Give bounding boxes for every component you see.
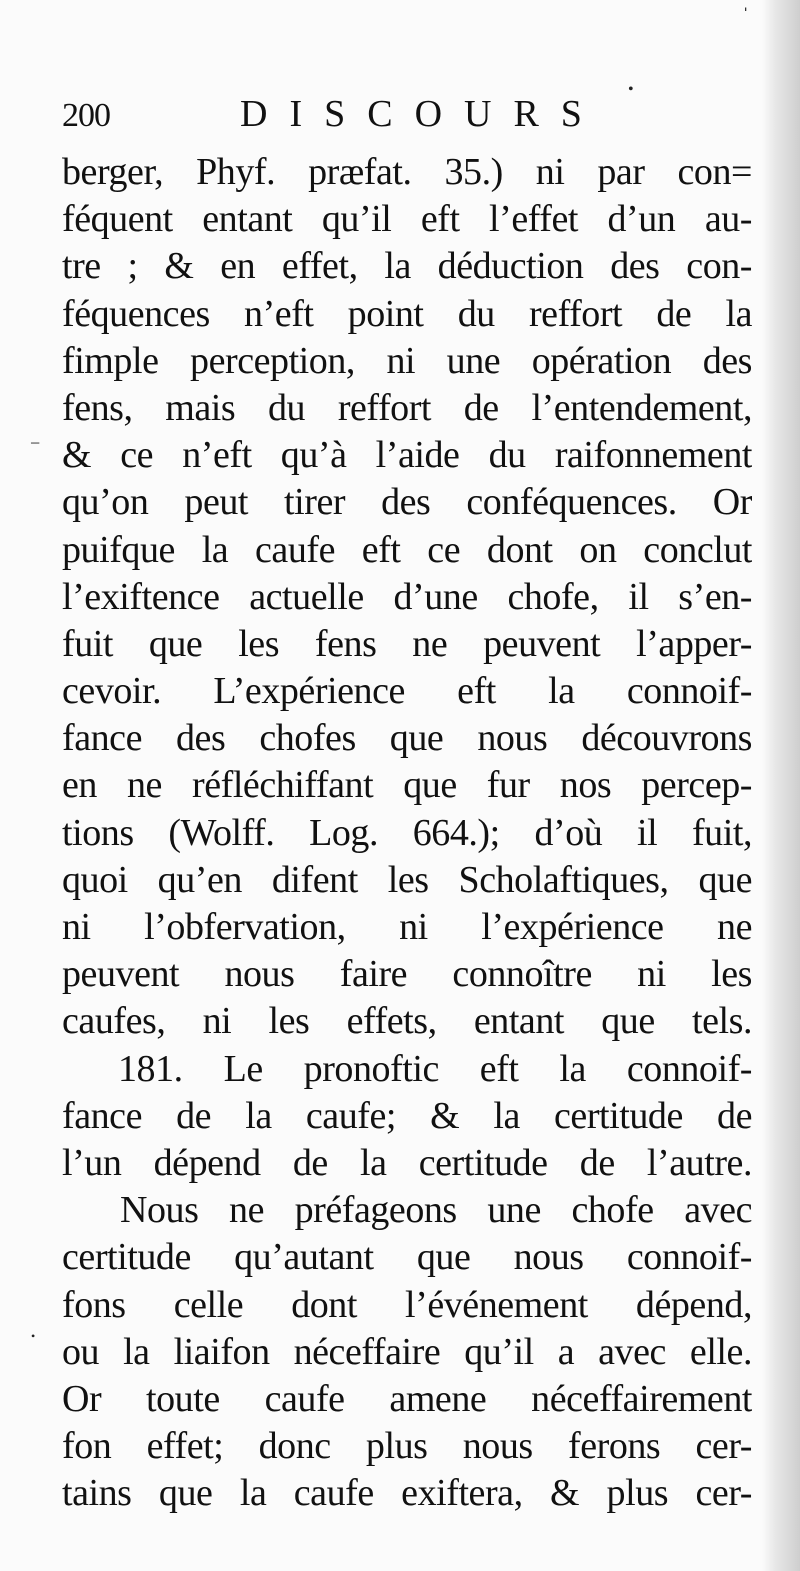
running-title: DISCOURS: [240, 93, 604, 135]
text-line: cevoir. L’expérience eft la connoif-: [62, 670, 752, 713]
text-line: berger, Phyf. præfat. 35.) ni par con=: [62, 151, 752, 193]
page-edge-shadow: [762, 0, 800, 1571]
text-line: fons celle dont l’événement dépend,: [62, 1283, 752, 1326]
text-line: fance des chofes que nous découvrons: [62, 717, 752, 760]
text-line: Or toute caufe amene néceffairement: [62, 1377, 752, 1420]
text-line: qu’on peut tirer des conféquences. Or: [62, 481, 752, 524]
text-line: peuvent nous faire connoître ni les: [62, 953, 752, 996]
running-header: [62, 95, 602, 143]
text-line: fon effet; donc plus nous ferons cer-: [62, 1425, 752, 1468]
text-line: en ne réfléchiffant que fur nos percep-: [62, 764, 752, 807]
paragraph-first-line: Nous ne préfageons une chofe avec: [120, 1189, 752, 1232]
text-line: tains que la caufe exiftera, & plus cer-: [62, 1472, 752, 1515]
text-line: puifque la caufe eft ce dont on conclut: [62, 528, 752, 571]
text-line: fimple perception, ni une opération des: [62, 339, 752, 382]
text-line: féquent entant qu’il eft l’effet d’un au-: [62, 198, 752, 241]
text-line: fuit que les fens ne peuvent l’apper-: [62, 622, 752, 665]
text-line: tions (Wolff. Log. 664.); d’où il fuit,: [62, 811, 752, 854]
text-line: l’exiftence actuelle d’une chofe, il s’en-: [62, 575, 752, 618]
text-line: fens, mais du reffort de l’entendement,: [62, 386, 752, 429]
print-speck: •: [628, 81, 634, 98]
print-speck: −: [30, 433, 41, 453]
text-line: féquences n’eft point du reffort de la: [62, 292, 752, 335]
print-speck: •: [31, 1329, 36, 1343]
section-181-line: 181. Le pronoftic eft la connoif-: [118, 1047, 752, 1090]
text-line: tre ; & en effet, la déduction des con-: [62, 245, 752, 288]
text-line: & ce n’eft qu’à l’aide du raifonnement: [62, 434, 752, 477]
text-line: caufes, ni les effets, entant que tels.: [62, 1000, 752, 1043]
page-number: 200: [62, 97, 110, 134]
print-speck: ˈ: [742, 3, 750, 28]
text-line: fance de la caufe; & la certitude de: [62, 1094, 752, 1137]
text-line: quoi qu’en difent les Scholaftiques, que: [62, 858, 752, 901]
text-line: l’un dépend de la certitude de l’autre.: [62, 1141, 752, 1184]
text-line: ou la liaifon néceffaire qu’il a avec elle.: [62, 1330, 752, 1373]
text-line: ni l’obfervation, ni l’expérience ne: [62, 906, 752, 948]
text-line: certitude qu’autant que nous connoif-: [62, 1236, 752, 1279]
body-text: [62, 149, 752, 1517]
